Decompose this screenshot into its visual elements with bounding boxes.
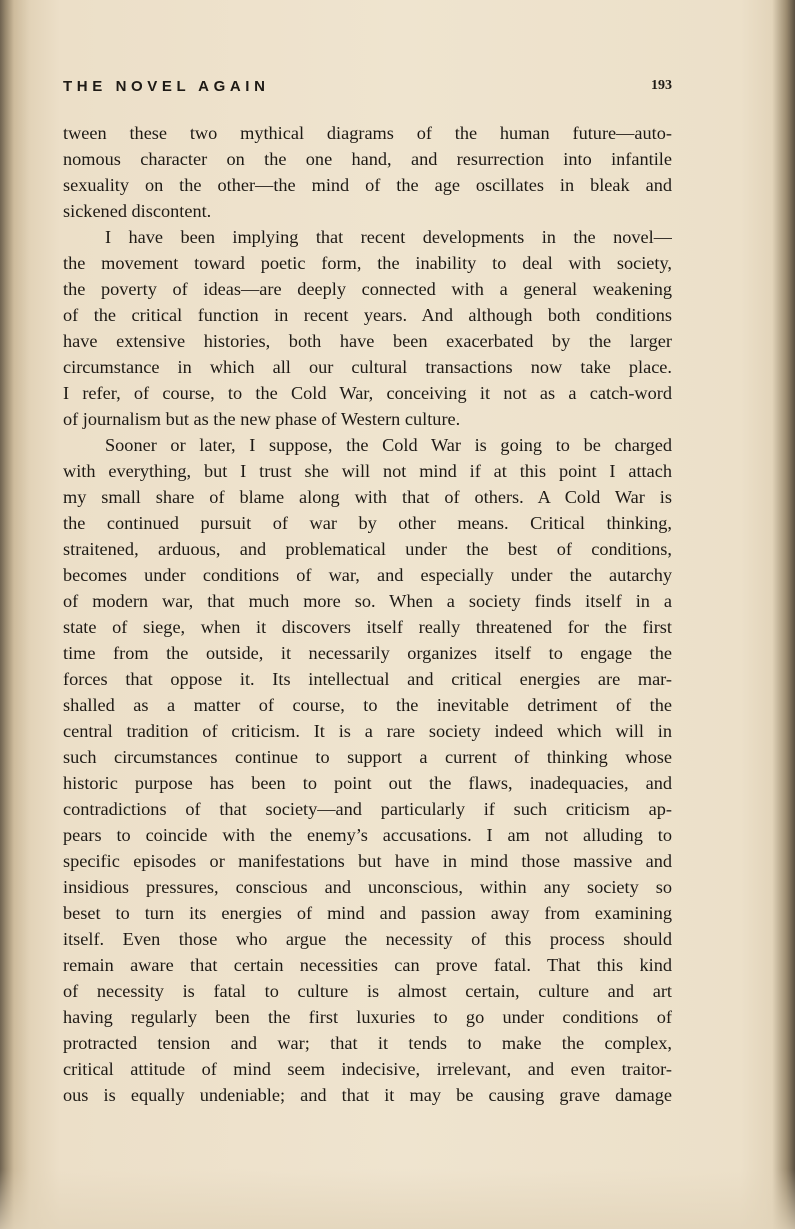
text-line: sexuality on the other—the mind of the age oscillates in bleak and: [63, 175, 672, 195]
text-line: the movement toward poetic form, the inability to deal with society,: [63, 253, 672, 273]
text-line: itself. Even those who argue the necessity of this process should: [63, 929, 672, 949]
chapter-title: THE NOVEL AGAIN: [63, 78, 270, 95]
text-line: Sooner or later, I suppose, the Cold War is going to be charged: [105, 435, 672, 455]
text-line: of journalism but as the new phase of Western culture.: [63, 409, 461, 429]
text-line: central tradition of criticism. It is a rare society indeed which will in: [63, 721, 672, 741]
text-line: critical attitude of mind seem indecisive, irrelevant, and even traitor-: [63, 1059, 672, 1079]
running-head: [63, 78, 672, 100]
text-line: state of siege, when it discovers itself really threatened for the first: [63, 617, 672, 637]
text-line: straitened, arduous, and problematical under the best of conditions,: [63, 539, 672, 559]
text-line: insidious pressures, conscious and unconscious, within any society so: [63, 877, 672, 897]
text-line: my small share of blame along with that of others. A Cold War is: [63, 487, 672, 507]
text-line: ous is equally undeniable; and that it may be causing grave damage: [63, 1085, 672, 1105]
text-line: historic purpose has been to point out the flaws, inadequacies, and: [63, 773, 672, 793]
text-line: having regularly been the first luxuries to go under conditions of: [63, 1007, 672, 1027]
text-line: sickened discontent.: [63, 201, 212, 221]
text-line: specific episodes or manifestations but have in mind those massive and: [63, 851, 672, 871]
text-line: shalled as a matter of course, to the inevitable detriment of the: [63, 695, 672, 715]
text-line: such circumstances continue to support a current of thinking whose: [63, 747, 672, 767]
text-line: the continued pursuit of war by other means. Critical thinking,: [63, 513, 672, 533]
text-line: of necessity is fatal to culture is almost certain, culture and art: [63, 981, 672, 1001]
text-line: tween these two mythical diagrams of the human future—auto-: [63, 123, 672, 143]
text-line: the poverty of ideas—are deeply connected with a general weakening: [63, 279, 672, 299]
text-line: forces that oppose it. Its intellectual and critical energies are mar-: [63, 669, 672, 689]
text-line: of the critical function in recent years. And although both conditions: [63, 305, 672, 325]
text-line: circumstance in which all our cultural transactions now take place.: [63, 357, 672, 377]
page-number: 193: [651, 78, 672, 93]
text-line: contradictions of that society—and particularly if such criticism ap-: [63, 799, 672, 819]
text-line: with everything, but I trust she will not mind if at this point I attach: [63, 461, 672, 481]
text-line: of modern war, that much more so. When a society finds itself in a: [63, 591, 672, 611]
text-line: beset to turn its energies of mind and passion away from examining: [63, 903, 672, 923]
text-line: remain aware that certain necessities can prove fatal. That this kind: [63, 955, 672, 975]
text-line: have extensive histories, both have been exacerbated by the larger: [63, 331, 672, 351]
text-line: becomes under conditions of war, and especially under the autarchy: [63, 565, 672, 585]
text-line: nomous character on the one hand, and resurrection into infantile: [63, 149, 672, 169]
text-line: protracted tension and war; that it tends to make the complex,: [63, 1033, 672, 1053]
text-line: pears to coincide with the enemy’s accusations. I am not alluding to: [63, 825, 672, 845]
text-line: time from the outside, it necessarily organizes itself to engage the: [63, 643, 672, 663]
body-text: [63, 120, 672, 1108]
text-line: I refer, of course, to the Cold War, conceiving it not as a catch-word: [63, 383, 672, 403]
text-line: I have been implying that recent developments in the novel—: [105, 227, 672, 247]
